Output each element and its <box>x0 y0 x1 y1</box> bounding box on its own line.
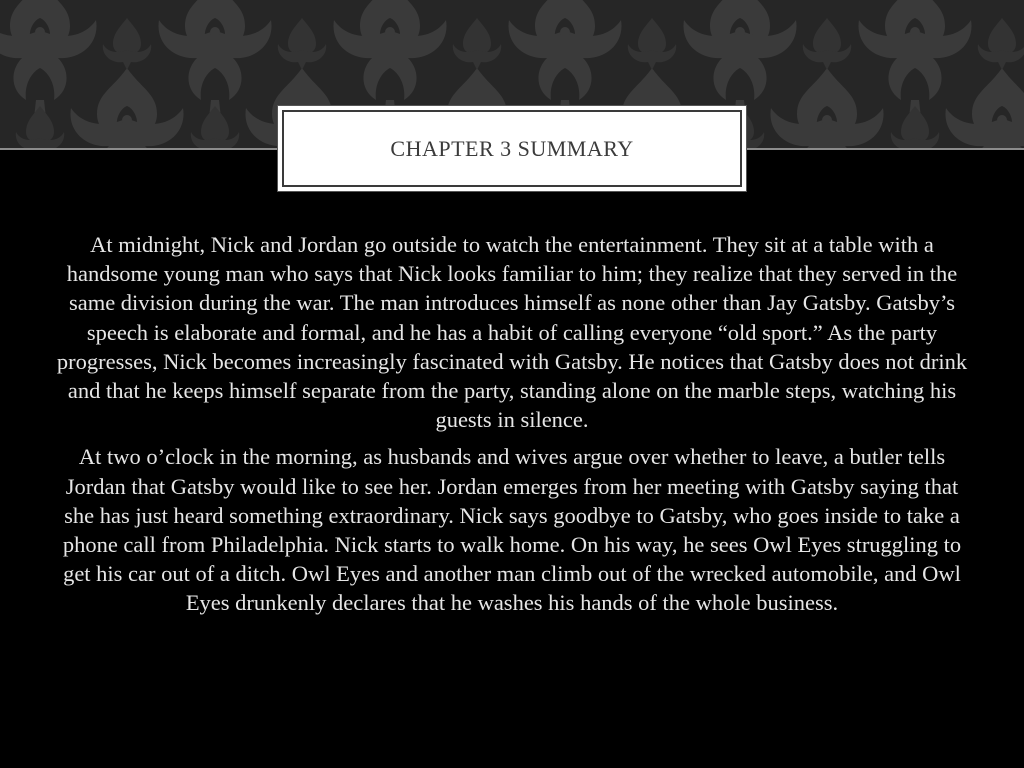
slide-title: CHAPTER 3 SUMMARY <box>390 135 634 161</box>
summary-body <box>55 230 969 626</box>
summary-paragraph-2: At two o’clock in the morning, as husbands and wives argue over whether to leave, a butler tells Jordan that Gatsby would like to see her. Jordan emerges from her meeting with Gatsby saying that she has just heard something extraordinary. Nick says goodbye to Gatsby, who goes inside to take a phone call from Philadelphia. Nick starts to walk home. On his way, he sees Owl Eyes struggling to get his car out of a ditch. Owl Eyes and another man climb out of the wrecked automobile, and Owl Eyes drunkenly declares that he washes his hands of the whole business. <box>62 444 962 616</box>
summary-paragraph-1: At midnight, Nick and Jordan go outside to watch the entertainment. They sit at a table with a handsome young man who says that Nick looks familiar to him; they realize that they served in the same division during the war. The man introduces himself as none other than Jay Gatsby. Gatsby’s speech is elaborate and formal, and he has a habit of calling everyone “old sport.” As the party progresses, Nick becomes increasingly fascinated with Gatsby. He notices that Gatsby does not drink and that he keeps himself separate from the party, standing alone on the marble steps, watching his guests in silence. <box>56 232 968 433</box>
title-box <box>277 105 747 192</box>
title-frame <box>282 110 742 187</box>
